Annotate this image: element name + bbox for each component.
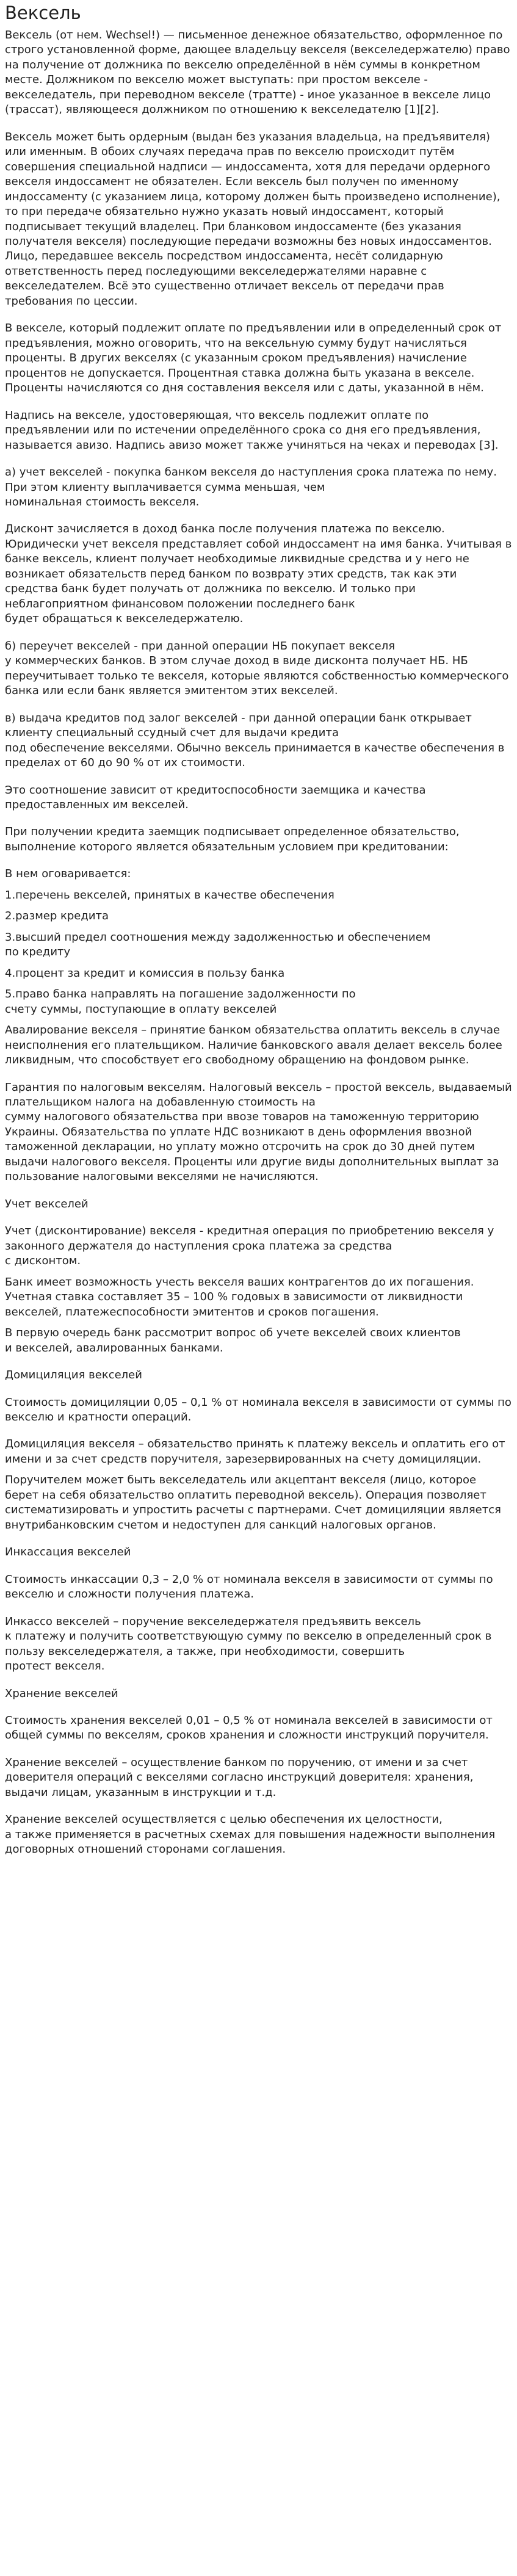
paragraph: б) переучет векселей - при данной операции НБ покупает векселя у коммерческих банков. В этом случае доход в виде дисконта получает НБ. НБ переучитывает только те векселя, которые являются собственностью коммерческого банка или если банк является эмитентом этих векселей. <box>5 639 509 698</box>
paragraph: Поручителем может быть векселедатель или акцептант векселя (лицо, которое берет на себя обязательство оплатить переводной вексель). Операция позволяет систематизировать и упростить расчеты с партнерами. Счет домициляции является внутрибанковским счетом и недоступен для санкций налоговых органов. <box>5 1474 501 1532</box>
paragraph: Авалирование векселя – принятие банком обязательства оплатить вексель в случае неисполнения его плательщиком. Наличие банковского аваля делает вексель более ликвидным, что способствует его свободному обращению на фондовом рынке. <box>5 1024 502 1067</box>
paragraph: При получении кредита заемщик подписывает определенное обязательство, выполнение которого является обязательным условием при кредитовании: <box>5 825 460 853</box>
paragraph: Вексель (от нем. Wechsel!) — письменное денежное обязательство, оформленное по строго установленной форме, дающее владельцу векселя (векселедержателю) право на получение от должника по векселю определённой в нём суммы в конкретном месте. Должником по векселю может выступать: при простом векселе - векселедатель, при переводном векселе (тратте) - иное указанное в векселе лицо (трассат), являющееся должником по отношению к векселедателю [1][2]. <box>5 28 510 117</box>
article-title: Вексель <box>5 2 81 23</box>
paragraph: Вексель может быть ордерным (выдан без указания владельца, на предъявителя) или именным. В обоих случаях передача прав по векселю происходит путём совершения специальной надписи — индоссамента, хотя для передачи ордерного векселя индоссамент не обязателен. Если вексель был получен по именному индоссаменту (с указанием лица, которому должен быть произведено исполнение), то при передаче обязательно нужно указать новый индоссамент, который подписывает текущий владелец. При бланковом индоссаменте (без указания получателя векселя) последующие передачи возможны без новых индоссаментов. Лицо, передавшее вексель посредством индоссамента, несёт солидарную ответственность перед последующими векселедержателями наравне с векселедателем. Всё это существенно отличает вексель от передачи прав требования по цессии. <box>5 130 501 308</box>
paragraph: Дисконт зачисляется в доход банка после получения платежа по векселю. Юридически учет векселя представляет собой индоссамент на имя банка. Учитывая в банке вексель, клиент получает необходимые ликвидные средства и у него не возникает обязательств перед банком по возврату этих средств, так как эти средства банк будет получать от должника по векселю. И только при неблагоприятном финансовом положении последнего банк будет обращаться к векселедержателю. <box>5 523 512 626</box>
section-heading: Домициляция векселей <box>5 1369 142 1382</box>
list-item: 4.процент за кредит и комиссия в пользу банка <box>5 966 285 980</box>
paragraph: Домициляция векселя – обязательство принять к платежу вексель и оплатить его от имени и за счет средств поручителя, зарезервированных на счету домициляции. <box>5 1438 505 1466</box>
article-body <box>5 28 512 1858</box>
paragraph: в) выдача кредитов под залог векселей - при данной операции банк открывает клиенту специальный ссудный счет для выдачи кредита под обеспечение векселями. Обычно вексель принимается в качестве обеспечения в пределах от 60 до 90 % от их стоимости. <box>5 711 505 770</box>
paragraph: Банк имеет возможность учесть векселя ваших контрагентов до их погашения. Учетная ставка составляет 35 – 100 % годовых в зависимости от ликвидности векселей, платежеспособности эмитентов и сроков погашения. <box>5 1275 474 1319</box>
paragraph: а) учет векселей - покупка банком векселя до наступления срока платежа по нему. При этом клиенту выплачивается сумма меньшая, чем номинальная стоимость векселя. <box>5 466 497 509</box>
paragraph: Стоимость хранения векселей 0,01 – 0,5 % от номинала векселей в зависимости от общей суммы по векселям, сроков хранения и сложности инструкций поручителя. <box>5 1714 493 1742</box>
list-item: 1.перечень векселей, принятых в качестве обеспечения <box>5 888 334 902</box>
paragraph: В нем оговаривается: <box>5 867 131 881</box>
list-item: 5.право банка направлять на погашение задолженности по счету суммы, поступающие в оплату векселей <box>5 988 356 1016</box>
paragraph: Хранение векселей осуществляется с целью обеспечения их целостности, а также применяется в расчетных схемах для повышения надежности выполнения договорных отношений сторонами соглашения. <box>5 1813 496 1856</box>
paragraph: В векселе, который подлежит оплате по предъявлении или в определенный срок от предъявления, можно оговорить, что на вексельную сумму будут начисляться проценты. В других векселях (с указанным сроком предъявления) начисление процентов не допускается. Процентная ставка должна быть указана в векселе. Проценты начисляются со дня составления векселя или с даты, указанной в нём. <box>5 322 502 395</box>
paragraph: Надпись на векселе, удостоверяющая, что вексель подлежит оплате по предъявлении или по истечении определённого срока со дня его предъявления, называется авизо. Надпись авизо может также учиняться на чеках и переводах [3]. <box>5 408 499 452</box>
paragraph: Стоимость домициляции 0,05 – 0,1 % от номинала векселя в зависимости от суммы по векселю и кратности операций. <box>5 1395 512 1424</box>
list-item: 2.размер кредита <box>5 910 109 923</box>
list-item: 3.высший предел соотношения между задолженностью и обеспечением по кредиту <box>5 930 431 959</box>
section-heading: Учет векселей <box>5 1197 89 1210</box>
section-heading: Хранение векселей <box>5 1687 118 1700</box>
paragraph: Это соотношение зависит от кредитоспособности заемщика и качества предоставленных им векселей. <box>5 783 426 811</box>
paragraph: Гарантия по налоговым векселям. Налоговый вексель – простой вексель, выдаваемый плательщиком налога на добавленную стоимость на сумму налогового обязательства при ввозе товаров на таможенную территорию Украины. Обязательства по уплате НДС возникают в день оформления ввозной таможенной декларации, но уплату можно отсрочить на срок до 30 дней путем выдачи налогового векселя. Проценты или другие виды дополнительных выплат за пользование налоговыми векселями не начисляются. <box>5 1080 512 1184</box>
paragraph: В первую очередь банк рассмотрит вопрос об учете векселей своих клиентов и векселей, авалированных банками. <box>5 1326 461 1355</box>
paragraph: Инкассо векселей – поручение векселедержателя предъявить вексель к платежу и получить соответствующую сумму по векселю в определенный срок в пользу векселедержателя, а также, при необходимости, совершить протест векселя. <box>5 1615 492 1673</box>
paragraph: Хранение векселей – осуществление банком по поручению, от имени и за счет доверителя операций с векселями согласно инструкций доверителя: хранения, выдачи лицам, указанным в инструкции и т.д. <box>5 1756 474 1799</box>
section-heading: Инкассация векселей <box>5 1546 131 1559</box>
paragraph: Учет (дисконтирование) векселя - кредитная операция по приобретению векселя у законного держателя до наступления срока платежа за средства с дисконтом. <box>5 1225 494 1268</box>
paragraph: Стоимость инкассации 0,3 – 2,0 % от номинала векселя в зависимости от суммы по векселю и сложности получения платежа. <box>5 1572 493 1601</box>
